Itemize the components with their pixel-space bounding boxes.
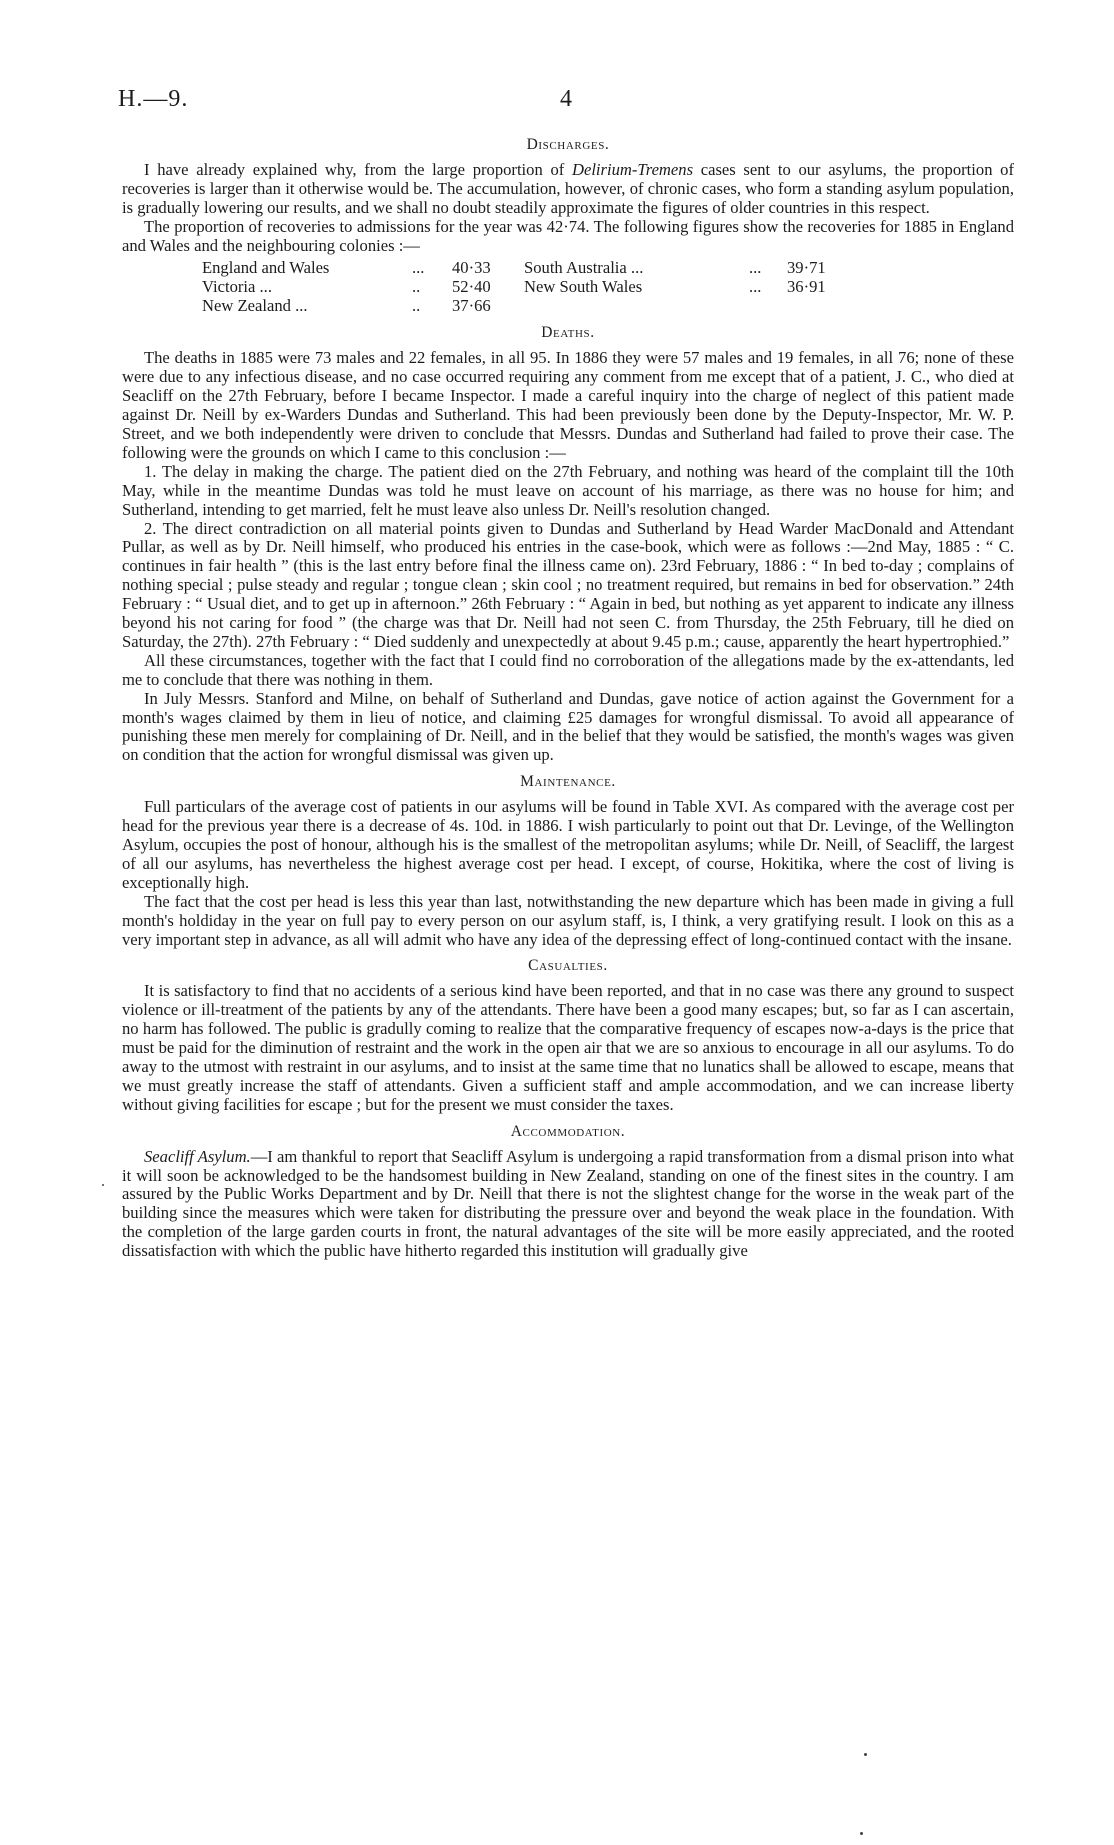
paragraph: Full particulars of the average cost of patients in our asylums will be found in Table XVI. As compared with the average cost per head for the previous year there is a decrease of 4s. 10d. in 1886. I wish particularly to point out that Dr. Levinge, of the Wellington Asylum, occupies the post of honour, although his is the smallest of the metropolitan asylums; while Dr. Neill, of Seacliff, the largest of all our asylums, has nevertheless the highest average cost per head. I except, of course, Hokitika, where the cost of living is exceptionally high.: [122, 797, 1014, 892]
table-cell: [524, 297, 749, 316]
paragraph: Seacliff Asylum.—I am thankful to report that Seacliff Asylum is undergoing a rapid transformation from a dismal prison into what it will soon be acknowledged to be the handsomest building in New Zealand, standing on one of the finest sites in the country. I am assured by the Public Works Department and by Dr. Neill that there is not the slightest change for the worse in the weak part of the building since the measures which were taken for distributing the pressure over and beyond the weak place in the foundation. With the completion of the large garden courts in front, the natural advantages of the site will be more easily appreciated, and the rooted dissatisfaction with which the public have hitherto regarded this institution will gradually give: [122, 1146, 1014, 1261]
table-cell: 37·66: [452, 296, 491, 316]
table-cell: 52·40: [452, 277, 491, 297]
table-cell: New South Wales: [524, 277, 643, 297]
page-number: 4: [560, 86, 572, 112]
paragraph: 2. The direct contradiction on all material points given to Dundas and Sutherland by Head Warder MacDonald and Attendant Pullar, as well as by Dr. Neill himself, who produced his entries in the case-book, which were as follows :—2nd May, 1885 : “ C. continues in fair health ” (this is the last entry before final the illness came on). 23rd February, 1886 : “ In bed to-day ; complains of nothing special ; pulse steady and regular ; tongue clean ; skin cool ; no treatment required, but remains in bed for observation.” 24th February : “ Usual diet, and to get up in afternoon.” 26th February : “ Again in bed, but nothing as yet apparent to indicate any illness beyond his not caring for food ” (the charge was that Dr. Neill had not seen C. from Thursday, the 25th February, till he died on Saturday, the 27th). 27th February : “ Died suddenly and unexpectedly at about 9.45 p.m.; cause, apparently the heart hypertrophied.”: [122, 518, 1014, 651]
table-cell: ..: [412, 277, 421, 297]
emphasis-text: Seacliff Asylum.: [144, 1146, 251, 1166]
section-heading-deaths: Deaths.: [541, 324, 595, 342]
table-cell: South Australia ...: [524, 258, 644, 278]
table-cell: ...: [412, 258, 425, 278]
section-heading-accommodation: Accommodation.: [510, 1122, 626, 1140]
document-body: [122, 136, 1014, 1261]
section-heading-maintenance: Maintenance.: [520, 773, 616, 791]
section-heading-discharges: Discharges.: [526, 136, 610, 153]
paragraph: In July Messrs. Stanford and Milne, on behalf of Sutherland and Dundas, gave notice of action against the Government for a month's wages claimed by them in lieu of notice, and claiming £25 damages for wrongful dismissal. To avoid all appearance of punishing these men merely for complaining of Dr. Neill, and in the belief that they would be satisfied, the month's wages was given on condition that the action for wrongful dismissal was given up.: [122, 688, 1014, 765]
table-cell: [749, 297, 787, 316]
table-cell: Victoria ...: [202, 277, 272, 297]
table-cell: New Zealand ...: [202, 296, 308, 316]
table-cell: ..: [412, 296, 421, 316]
paragraph: The fact that the cost per head is less this year than last, notwithstanding the new departure which has been made in giving a full month's holdiday in the year on full pay to every person on our asylum staff, is, I think, a very gratifying result. I look on this as a very important step in advance, as all will admit who have any idea of the depressing effect of long-continued contact with the insane.: [122, 891, 1014, 949]
table-cell: 40·33: [452, 258, 491, 278]
table-cell: 39·71: [787, 258, 826, 278]
recoveries-table: [202, 259, 1014, 316]
table-row: [202, 297, 1014, 316]
document-reference: H.—9.: [118, 86, 189, 112]
scan-speck: [102, 1184, 104, 1186]
page-header: [118, 86, 996, 114]
table-cell: 36·91: [787, 277, 826, 297]
paragraph: It is satisfactory to find that no accidents of a serious kind have been reported, and that in no case was there any ground to suspect violence or ill-treatment of the patients by any of the attendants. There have been a good many escapes; but, so far as I can ascertain, no harm has followed. The public is gradully coming to realize that the comparative frequency of escapes now-a-days is the price that must be paid for the diminution of restraint and the work in the open air that we are so anxious to encourage in all our asylums. To do away to the utmost with restraint in our asylums, and to insist at the same time that no lunatics shall be allowed to escape, means that we must greatly increase the staff of attendants. Given a sufficient staff and ample accommodation, and we can increase liberty without giving facilities for escape ; but for the present we must consider the taxes.: [122, 981, 1014, 1114]
paragraph: 1. The delay in making the charge. The patient died on the 27th February, and nothing was heard of the complaint till the 10th May, while in the meantime Dundas was told he must leave on account of his marriage, as there was no house for him; and Sutherland, intending to get married, felt he must leave also unless Dr. Neill's resolution changed.: [122, 461, 1014, 519]
table-cell: [787, 297, 847, 316]
table-cell: ...: [749, 258, 762, 278]
emphasis-text: Delirium-Tremens: [571, 159, 694, 179]
scan-speck: [860, 1832, 863, 1835]
section-heading-casualties: Casualties.: [528, 957, 608, 975]
scan-speck: [864, 1753, 867, 1756]
table-row: [202, 278, 1014, 297]
table-cell: ...: [749, 277, 762, 297]
paragraph: The deaths in 1885 were 73 males and 22 females, in all 95. In 1886 they were 57 males and 19 females, in all 76; none of these were due to any infectious disease, and no case occurred requiring any comment from me except that of a patient, J. C., who died at Seacliff on the 27th February, before I became Inspector. I made a careful inquiry into the charge of neglect of this patient made against Dr. Neill by ex-Warders Dundas and Sutherland. This had been previously been done by the Deputy-Inspector, Mr. W. P. Street, and we both independently were driven to conclude that Messrs. Dundas and Sutherland had failed to prove their case. The following were the grounds on which I came to this conclusion :—: [122, 348, 1014, 462]
paragraph: I have already explained why, from the large proportion of Delirium-Tremens cases sent to our asylums, the proportion of recoveries is larger than it otherwise would be. The accumulation, however, of chronic cases, who form a standing asylum population, is gradually lowering our results, and we shall no doubt steadily approximate the figures of older countries in this respect.: [122, 159, 1014, 217]
table-row: [202, 259, 1014, 278]
paragraph: The proportion of recoveries to admissions for the year was 42·74. The following figures show the recoveries for 1885 in England and Wales and the neighbouring colonies :—: [122, 216, 1014, 255]
table-cell: England and Wales: [202, 258, 330, 278]
paragraph: All these circumstances, together with the fact that I could find no corroboration of the allegations made by the ex-attendants, led me to conclude that there was nothing in them.: [122, 650, 1014, 689]
